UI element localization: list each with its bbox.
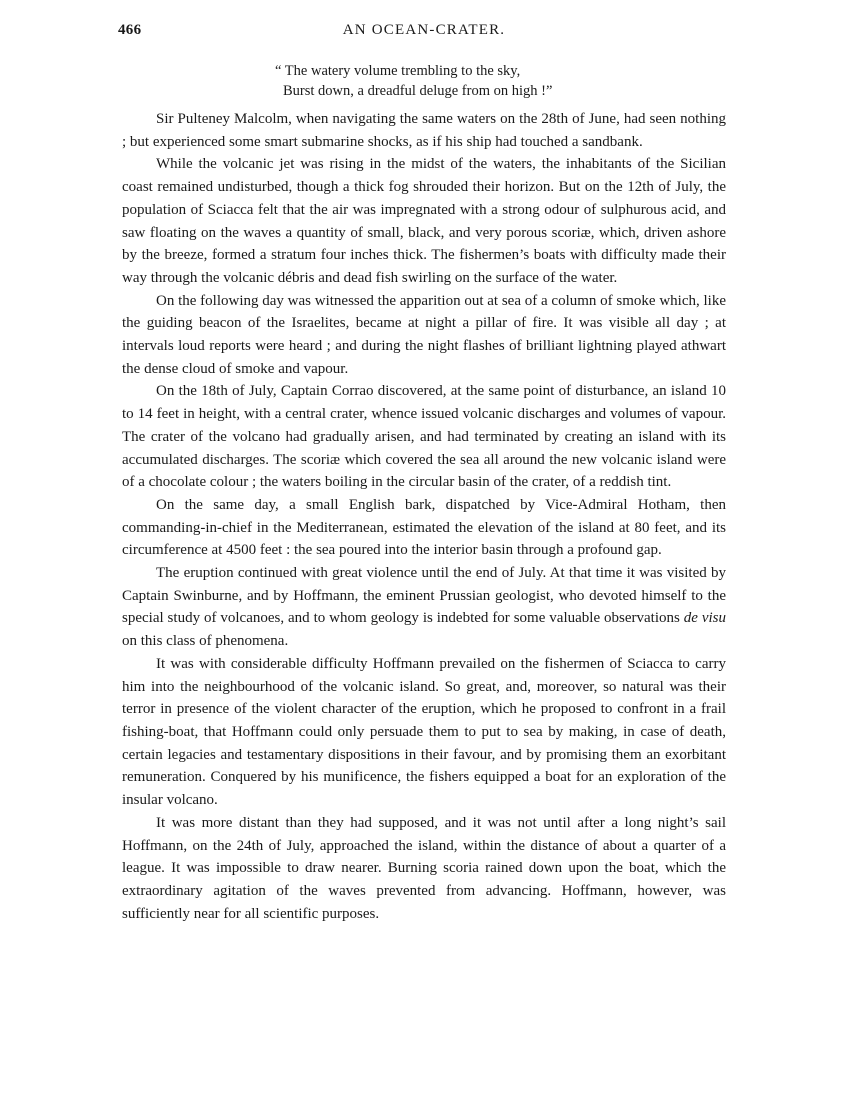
paragraph: On the 18th of July, Captain Corrao discovered, at the same point of disturbance, an island 10 to 14 feet in height, with a central crater, whence issued volcanic discharges and volumes of vapour. The crater of the volcano had gradually arisen, and had terminated by creating an island with its accumulated discharges. The scoriæ which covered the sea all around the new volcanic island were of a chocolate colour ; the waters boiling in the circular basin of the crater, of a reddish tint. bbox=[122, 383, 726, 491]
epigraph-line-2: Burst down, a dreadful deluge from on high !” bbox=[283, 83, 553, 99]
paragraph: On the following day was witnessed the apparition out at sea of a column of smoke which, like the guiding beacon of the Israelites, became at night a pillar of fire. It was visible all day ; at intervals loud reports were heard ; and during the night flashes of brilliant lightning played athwart the dense cloud of smoke and vapour. bbox=[122, 292, 726, 377]
paragraph: It was more distant than they had supposed, and it was not until after a long night’s sail Hoffmann, on the 24th of July, approached the island, within the distance of about a quarter of a league. It was impossible to draw nearer. Burning scoria rained down upon the boat, which the extraordinary agitation of the waves prevented from advancing. Hoffmann, however, was sufficiently near for all scientific purposes. bbox=[122, 814, 726, 922]
running-title: AN OCEAN-CRATER. bbox=[342, 22, 506, 38]
page-number: 466 bbox=[118, 22, 142, 38]
paragraph: It was with considerable difficulty Hoffmann prevailed on the fishermen of Sciacca to carry him into the neighbourhood of the volcanic island. So great, and, moreover, so natural was their terror in presence of the violent character of the eruption, which he proposed to confront in a frail fishing-boat, that Hoffmann could only persuade them to put to sea by making, in case of death, certain legacies and testamentary dispositions in their favour, and by promising them an exorbitant remuneration. Conquered by his munificence, the fishers equipped a boat for an exploration of the insular volcano. bbox=[122, 655, 726, 809]
epigraph-line-1: “ The watery volume trembling to the sky, bbox=[275, 63, 521, 79]
body-text bbox=[122, 108, 726, 925]
epigraph-quote bbox=[275, 61, 552, 101]
paragraph: Sir Pulteney Malcolm, when navigating the same waters on the 28th of June, had seen nothing ; but experienced some smart submarine shocks, as if his ship had touched a sandbank. bbox=[122, 111, 726, 150]
paragraph: On the same day, a small English bark, dispatched by Vice-Admiral Hotham, then commanding-in-chief in the Mediterranean, estimated the elevation of the island at 80 feet, and its circumference at 4500 feet : the sea poured into the interior basin through a profound gap. bbox=[122, 496, 726, 559]
page-header bbox=[118, 22, 730, 44]
paragraph: The eruption continued with great violence until the end of July. At that time it was visited by Captain Swinburne, and by Hoffmann, the eminent Prussian geologist, who devoted himself to the special study of volcanoes, and to whom geology is indebted for some valuable observations de visu on this class of phenomena. bbox=[122, 565, 726, 650]
paragraph: While the volcanic jet was rising in the midst of the waters, the inhabitants of the Sicilian coast remained undisturbed, though a thick fog shrouded their horizon. But on the 12th of July, the population of Sciacca felt that the air was impregnated with a strong odour of sulphurous acid, and saw floating on the waves a quantity of small, black, and very porous scoriæ, which, driven ashore by the breeze, formed a stratum four inches thick. The fishermen’s boats with difficulty made their way through the volcanic débris and dead fish swirling on the surface of the water. bbox=[122, 156, 726, 286]
